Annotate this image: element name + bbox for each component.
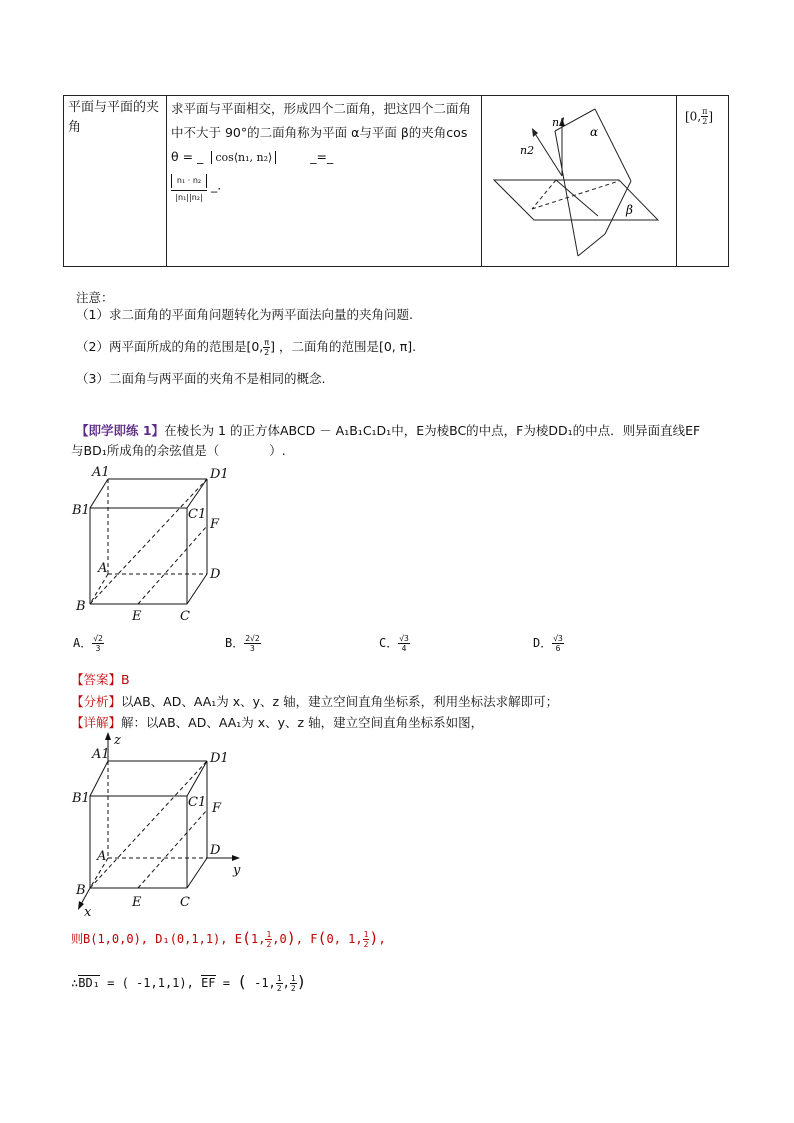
axis-x-label: x — [84, 905, 92, 920]
n1-label: n1 — [552, 116, 567, 129]
option-a[interactable] — [73, 634, 104, 653]
range-suffix: ] — [708, 109, 714, 124]
label2-D1: D1 — [210, 751, 229, 766]
option-c-num: √3 — [399, 633, 409, 643]
vector-ef-half-2-den: 2 — [290, 983, 296, 993]
vectors-therefore: ∴ — [71, 976, 79, 990]
label2-C: C — [180, 895, 190, 910]
alpha-label: α — [590, 125, 599, 139]
option-a-label: A． — [73, 636, 93, 650]
label2-B1: B1 — [72, 791, 90, 806]
table-cell-range — [677, 96, 729, 267]
label-B1: B1 — [72, 503, 90, 518]
label2-A1: A1 — [92, 747, 110, 762]
option-b-den: 3 — [250, 643, 255, 653]
label2-D: D — [210, 843, 221, 858]
vector-ef-half-1-den: 2 — [276, 983, 282, 993]
range-prefix: [0, — [685, 109, 702, 124]
vector-bd1-value: = ( -1,1,1), — [99, 976, 194, 990]
option-c-den: 4 — [401, 643, 407, 653]
vector-ef-half-2-num: 1 — [290, 973, 296, 983]
table-cell-term — [64, 96, 167, 267]
detail-text: 解：以AB、AD、AA₁为 x、y、z 轴，建立空间直角坐标系如图， — [121, 715, 484, 730]
beta-label: β — [626, 203, 633, 217]
coords-text-2: , F — [295, 932, 318, 946]
range-num: π — [702, 107, 708, 116]
label-C1: C1 — [188, 507, 207, 522]
option-b-frac — [244, 635, 260, 653]
option-d-den: 6 — [555, 643, 561, 653]
label-B: B — [76, 599, 86, 614]
axis-z-label: z — [114, 733, 121, 748]
answer-label: 【答案】 — [71, 672, 122, 687]
tail-text: _. — [210, 177, 222, 193]
label2-C1: C1 — [188, 795, 207, 810]
table-cell-definition — [167, 96, 482, 267]
cos-abs-expression: cos⟨n₁, n₂⟩ — [211, 151, 276, 164]
fraction-denominator: |n₁||n₂| — [175, 193, 203, 202]
definition-table — [63, 95, 729, 267]
vectors-line: ∴BD₁ = ( -1,1,1), EF = ( -1, $\frac{1}{2}$ , $\frac{1}{2}$ ) — [71, 972, 307, 993]
option-d-frac — [552, 635, 564, 653]
vector-ef-half-2 — [290, 975, 297, 993]
equals-text: _=_ — [310, 149, 334, 164]
notes-title: 注意： — [76, 290, 114, 305]
label-D1: D1 — [210, 467, 229, 482]
label-C: C — [180, 609, 190, 624]
plane-alpha-edge — [555, 131, 578, 256]
vector-ef-half-1-num: 1 — [276, 973, 282, 983]
cube-figure-2 — [70, 728, 250, 920]
option-a-frac — [92, 635, 104, 653]
label2-A: A — [97, 849, 107, 864]
note-2-b: ] ，二面角的范围是[0, π]. — [270, 339, 417, 354]
vector-ef: EF — [201, 976, 216, 990]
analysis-label: 【分析】 — [71, 694, 122, 709]
option-b-num: 2√2 — [245, 633, 260, 643]
coordinates-line: 则B(1,0,0), D₁(0,1,1), E(1, $\frac{1}{2}$ ,0), F(0, 1, $\frac{1}{2}$ ), — [71, 929, 386, 949]
option-b-label: B． — [225, 636, 245, 650]
label-A: A — [98, 561, 108, 576]
analysis-text: 以AB、AD、AA₁为 x、y、z 轴，建立空间直角坐标系，利用坐标法求解即可； — [121, 694, 559, 709]
vector-bd1: BD₁ — [78, 976, 100, 990]
option-c-frac — [398, 635, 410, 653]
note-2-num: π — [264, 337, 270, 347]
label2-F: F — [212, 801, 222, 816]
label-D: D — [210, 567, 221, 582]
label-F: F — [210, 517, 220, 532]
note-1: （1）求二面角的平面角问题转化为两平面法向量的夹角问题. — [76, 307, 413, 322]
coords-e-a: 1, — [250, 932, 266, 946]
note-3: （3）二面角与两平面的夹角不是相同的概念. — [76, 371, 326, 386]
vector-ef-half-1 — [276, 975, 283, 993]
analysis-line — [71, 692, 558, 710]
exercise-text-1: 在棱长为 1 的正方体ABCD － A₁B₁C₁D₁中，E为棱BC的中点，F为棱DD₁的中点．则异面直线EF — [164, 423, 701, 438]
option-a-den: 3 — [95, 643, 101, 653]
term-text: 平面与平面的夹角 — [68, 100, 160, 135]
exercise-line-1 — [76, 421, 736, 439]
exercise-line-2: 与BD₁所成角的余弦值是（ ）. — [71, 443, 286, 458]
coords-f-half-num: 1 — [363, 929, 369, 939]
coords-e-b: ,0 — [272, 932, 287, 946]
label-A1: A1 — [92, 465, 110, 480]
option-a-num: √2 — [93, 633, 103, 643]
label2-E: E — [132, 895, 142, 910]
n2-label: n2 — [520, 144, 535, 157]
label-E: E — [132, 609, 142, 624]
dihedral-figure — [482, 96, 676, 262]
option-d[interactable] — [533, 634, 564, 653]
answer-value: B — [121, 672, 130, 687]
fraction-numerator: n₁ · n₂ — [171, 174, 207, 188]
option-d-num: √3 — [553, 633, 563, 643]
coords-f-half-den: 2 — [363, 939, 369, 949]
label2-B: B — [76, 883, 86, 898]
table-cell-figure — [482, 96, 677, 267]
option-c-label: C． — [379, 636, 399, 650]
coords-e-half-num: 1 — [266, 929, 272, 939]
note-2-den: 2 — [264, 347, 270, 357]
cos-fraction — [171, 174, 207, 202]
exercise-tag: 【即学即练 1】 — [76, 423, 165, 438]
axis-y-label: y — [233, 863, 241, 878]
option-d-label: D． — [533, 636, 553, 650]
note-2-a: （2）两平面所成的角的范围是[0, — [76, 339, 264, 354]
vector-ef-value: -1, — [254, 976, 276, 990]
note-2 — [76, 337, 416, 357]
cube-figure-1 — [70, 462, 240, 627]
option-b[interactable] — [225, 634, 261, 653]
answer-line — [71, 670, 130, 688]
definition-text: 求平面与平面相交，形成四个二面角，把这四个二面角中不大于 90°的二面角称为平面 α与平面 β的夹角cos θ = _ — [171, 101, 472, 164]
coords-e-half-den: 2 — [266, 939, 272, 949]
coords-text-1: 则B(1,0,0), D₁(0,1,1), E — [71, 932, 242, 946]
vector-ef-eq: = — [215, 976, 238, 990]
detail-label: 【详解】 — [71, 715, 122, 730]
coords-f-a: 0, 1, — [326, 932, 363, 946]
range-den: 2 — [702, 117, 708, 126]
option-c[interactable] — [379, 634, 410, 653]
plane-beta — [494, 180, 658, 220]
